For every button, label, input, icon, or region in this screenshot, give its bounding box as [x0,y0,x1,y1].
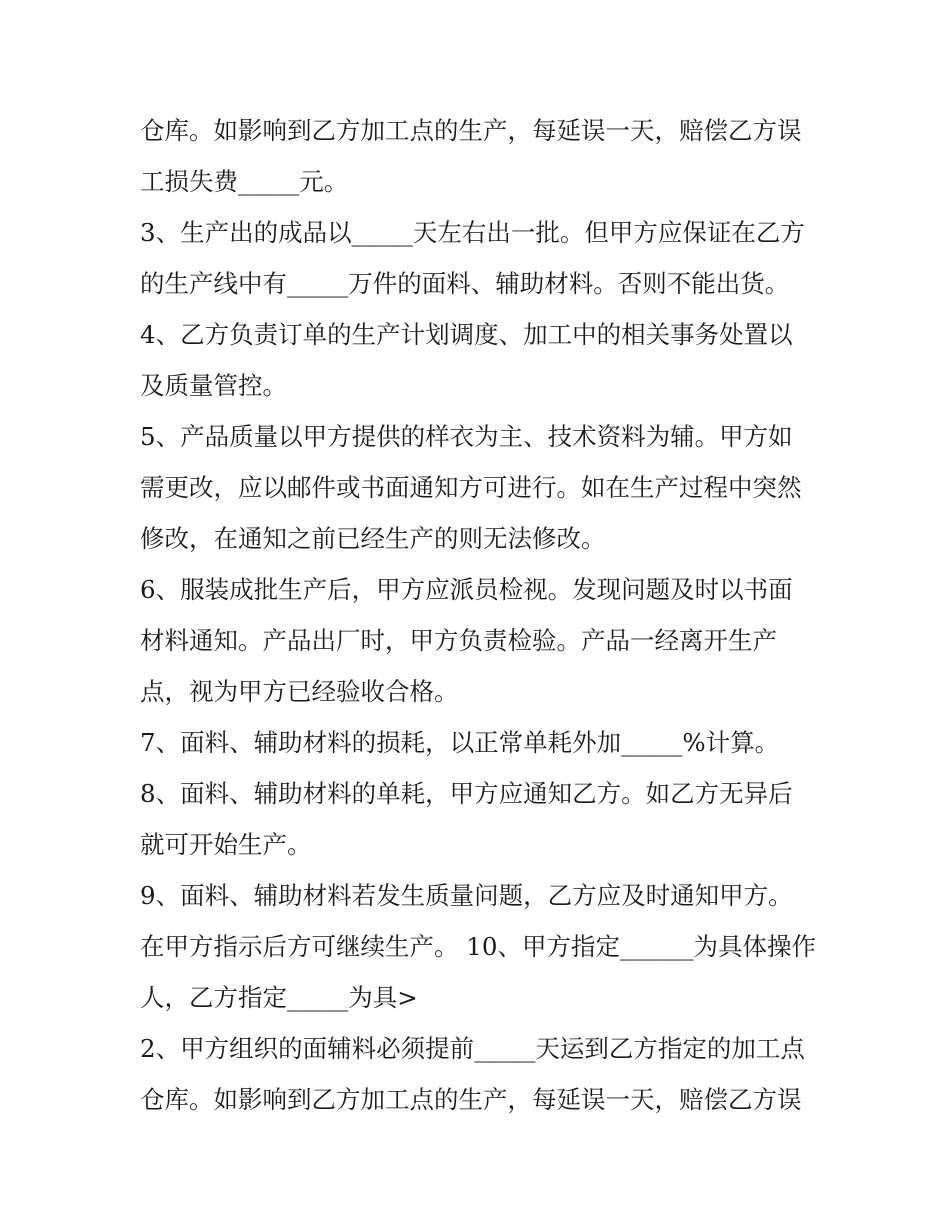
text-line: 的生产线中有_____万件的面料、辅助材料。否则不能出货。 [140,269,790,298]
text-line: 材料通知。产品出厂时，甲方负责检验。产品一经离开生产 [140,626,777,655]
text-line: 点，视为甲方已经验收合格。 [140,677,459,706]
text-line: 仓库。如影响到乙方加工点的生产，每延误一天，赔偿乙方误 [140,116,802,145]
text-line: 人，乙方指定_____为具> [140,983,418,1012]
text-line: 4、乙方负责订单的生产计划调度、加工中的相关事务处置以 [140,320,793,349]
text-line: 工损失费_____元。 [140,167,349,196]
text-line: 及质量管控。 [140,371,287,400]
text-line: 仓库。如影响到乙方加工点的生产，每延误一天，赔偿乙方误 [140,1085,802,1114]
text-line: 5、产品质量以甲方提供的样衣为主、技术资料为辅。甲方如 [140,422,793,451]
text-line: 需更改，应以邮件或书面通知方可进行。如在生产过程中突然 [140,473,802,502]
text-line: 9、面料、辅助材料若发生质量问题，乙方应及时通知甲方。 [140,881,793,910]
text-line: 2、甲方组织的面辅料必须提前_____天运到乙方指定的加工点 [140,1034,805,1063]
text-line: 6、服装成批生产后，甲方应派员检视。发现问题及时以书面 [140,575,793,604]
text-line: 在甲方指示后方可继续生产。 10、甲方指定______为具体操作 [140,932,816,961]
text-line: 3、生产出的成品以_____天左右出一批。但甲方应保证在乙方 [140,218,805,247]
text-line: 7、面料、辅助材料的损耗，以正常单耗外加_____%计算。 [140,728,780,757]
text-line: 就可开始生产。 [140,830,312,859]
text-line: 修改，在通知之前已经生产的则无法修改。 [140,524,606,553]
text-line: 8、面料、辅助材料的单耗，甲方应通知乙方。如乙方无异后 [140,779,793,808]
contract-text-block [140,105,830,1125]
